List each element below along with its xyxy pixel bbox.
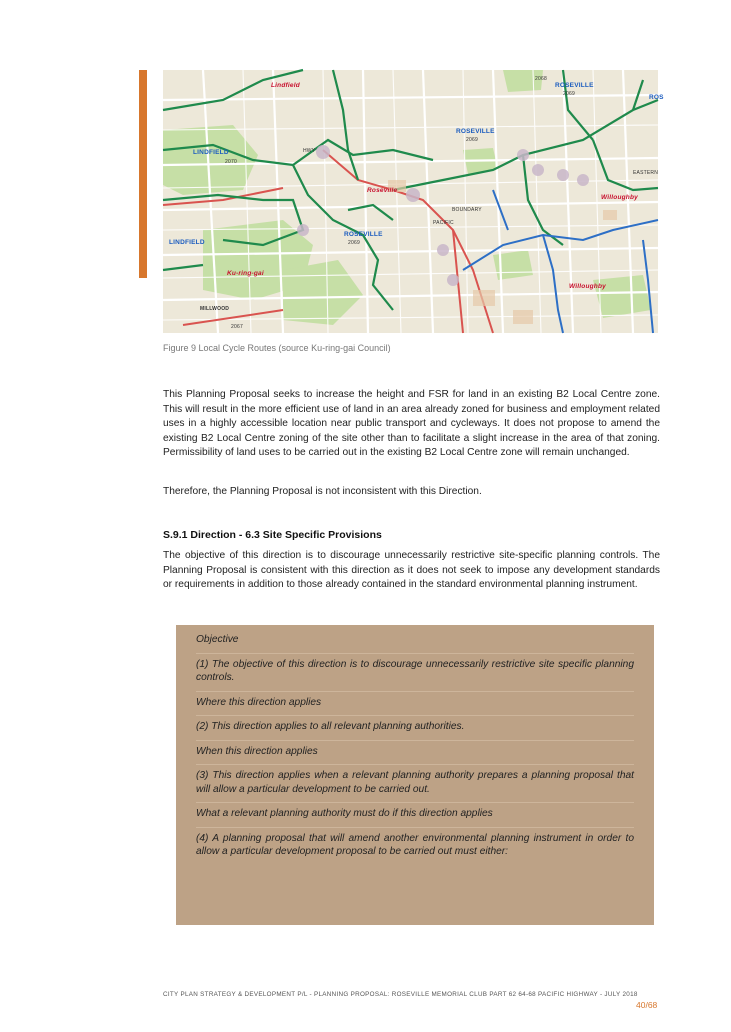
map-label-pacific: PACIFIC bbox=[433, 220, 454, 226]
map-label-roseville-low-code: 2069 bbox=[348, 240, 360, 246]
direction-quote-box bbox=[176, 625, 654, 925]
map-label-lindfield-left: LINDFIELD bbox=[193, 149, 229, 156]
accent-bar bbox=[139, 70, 147, 278]
map-label-code-2068: 2068 bbox=[535, 76, 547, 82]
map-label-millwood: MILLWOOD bbox=[200, 306, 230, 312]
map-label-kuringgai: Ku-ring-gai bbox=[227, 270, 264, 277]
paragraph-conclusion: Therefore, the Planning Proposal is not inconsistent with this Direction. bbox=[163, 486, 482, 497]
map-label-roseville-low: ROSEVILLE bbox=[344, 231, 383, 238]
map-label-roseville-mid-code: 2069 bbox=[466, 137, 478, 143]
quote-row-where-title: Where this direction applies bbox=[196, 692, 634, 717]
quote-row-when-title: When this direction applies bbox=[196, 741, 634, 766]
map-label-lindfield-top: Lindfield bbox=[271, 82, 300, 89]
map-label-roseville-top-code: 2069 bbox=[563, 91, 575, 97]
map-label-lindfield-left-code: 2070 bbox=[225, 159, 237, 165]
quote-row-where-text: (2) This direction applies to all relevant planning authorities. bbox=[196, 716, 634, 741]
page-number: 40/68 bbox=[636, 1000, 658, 1010]
quote-row-objective-text: (1) The objective of this direction is to discourage unnecessarily restrictive site specific planning controls. bbox=[196, 654, 634, 692]
cycle-route-map bbox=[163, 70, 664, 333]
map-label-hwy: HWY bbox=[303, 148, 316, 154]
paragraph-proposal: This Planning Proposal seeks to increase the height and FSR for land in an existing B2 Local Centre zone. This will result in the more efficient use of land in an area already zoned for business and employment related uses in a highly accessible location near public transport and cycleways. It does not propose to amend the existing B2 Local Centre zoning of the site other than to facilitate a slight increase in the area of that zoning. Permissibility of land uses to be carried out in the existing B2 Local Centre zone will remain unchanged. bbox=[163, 389, 660, 458]
map-label-willoughby-right: Willoughby bbox=[601, 194, 638, 201]
map-label-willoughby-low: Willoughby bbox=[569, 283, 606, 290]
quote-row-objective-title: Objective bbox=[196, 629, 634, 654]
figure-caption: Figure 9 Local Cycle Routes (source Ku-ring-gai Council) bbox=[163, 343, 391, 353]
map-graphic bbox=[163, 70, 658, 333]
quote-row-what-text: (4) A planning proposal that will amend another environmental planning instrument in order to allow a particular development proposal to be carried out must either: bbox=[196, 832, 634, 857]
map-label-ros-edge: ROS bbox=[649, 94, 664, 101]
paragraph-objective: The objective of this direction is to discourage unnecessarily restrictive site-specific planning controls. The Planning Proposal is consistent with this direction as it does not seek to impose any development standards or requirements in addition to those already contained in the standard environmental planning instrument. bbox=[163, 550, 660, 590]
map-label-roseville-station: Roseville bbox=[367, 187, 398, 194]
map-label-eastern: EASTERN bbox=[633, 170, 659, 176]
quote-row-what-title: What a relevant planning authority must do if this direction applies bbox=[196, 803, 634, 828]
map-label-roseville-top: ROSEVILLE bbox=[555, 82, 594, 89]
quote-row-when-text: (3) This direction applies when a relevant planning authority prepares a planning proposal that will allow a particular development to be carried out. bbox=[196, 765, 634, 803]
section-heading: S.9.1 Direction - 6.3 Site Specific Provisions bbox=[163, 529, 382, 541]
map-label-roseville-mid: ROSEVILLE bbox=[456, 128, 495, 135]
page-footer: CITY PLAN STRATEGY & DEVELOPMENT P/L - PLANNING PROPOSAL: ROSEVILLE MEMORIAL CLUB PART 62 64-68 PACIFIC HIGHWAY - JULY 2018 bbox=[163, 991, 638, 998]
map-label-code-2067: 2067 bbox=[231, 324, 243, 330]
map-label-lindfield-low: LINDFIELD bbox=[169, 239, 205, 246]
map-label-boundary: BOUNDARY bbox=[452, 207, 482, 213]
